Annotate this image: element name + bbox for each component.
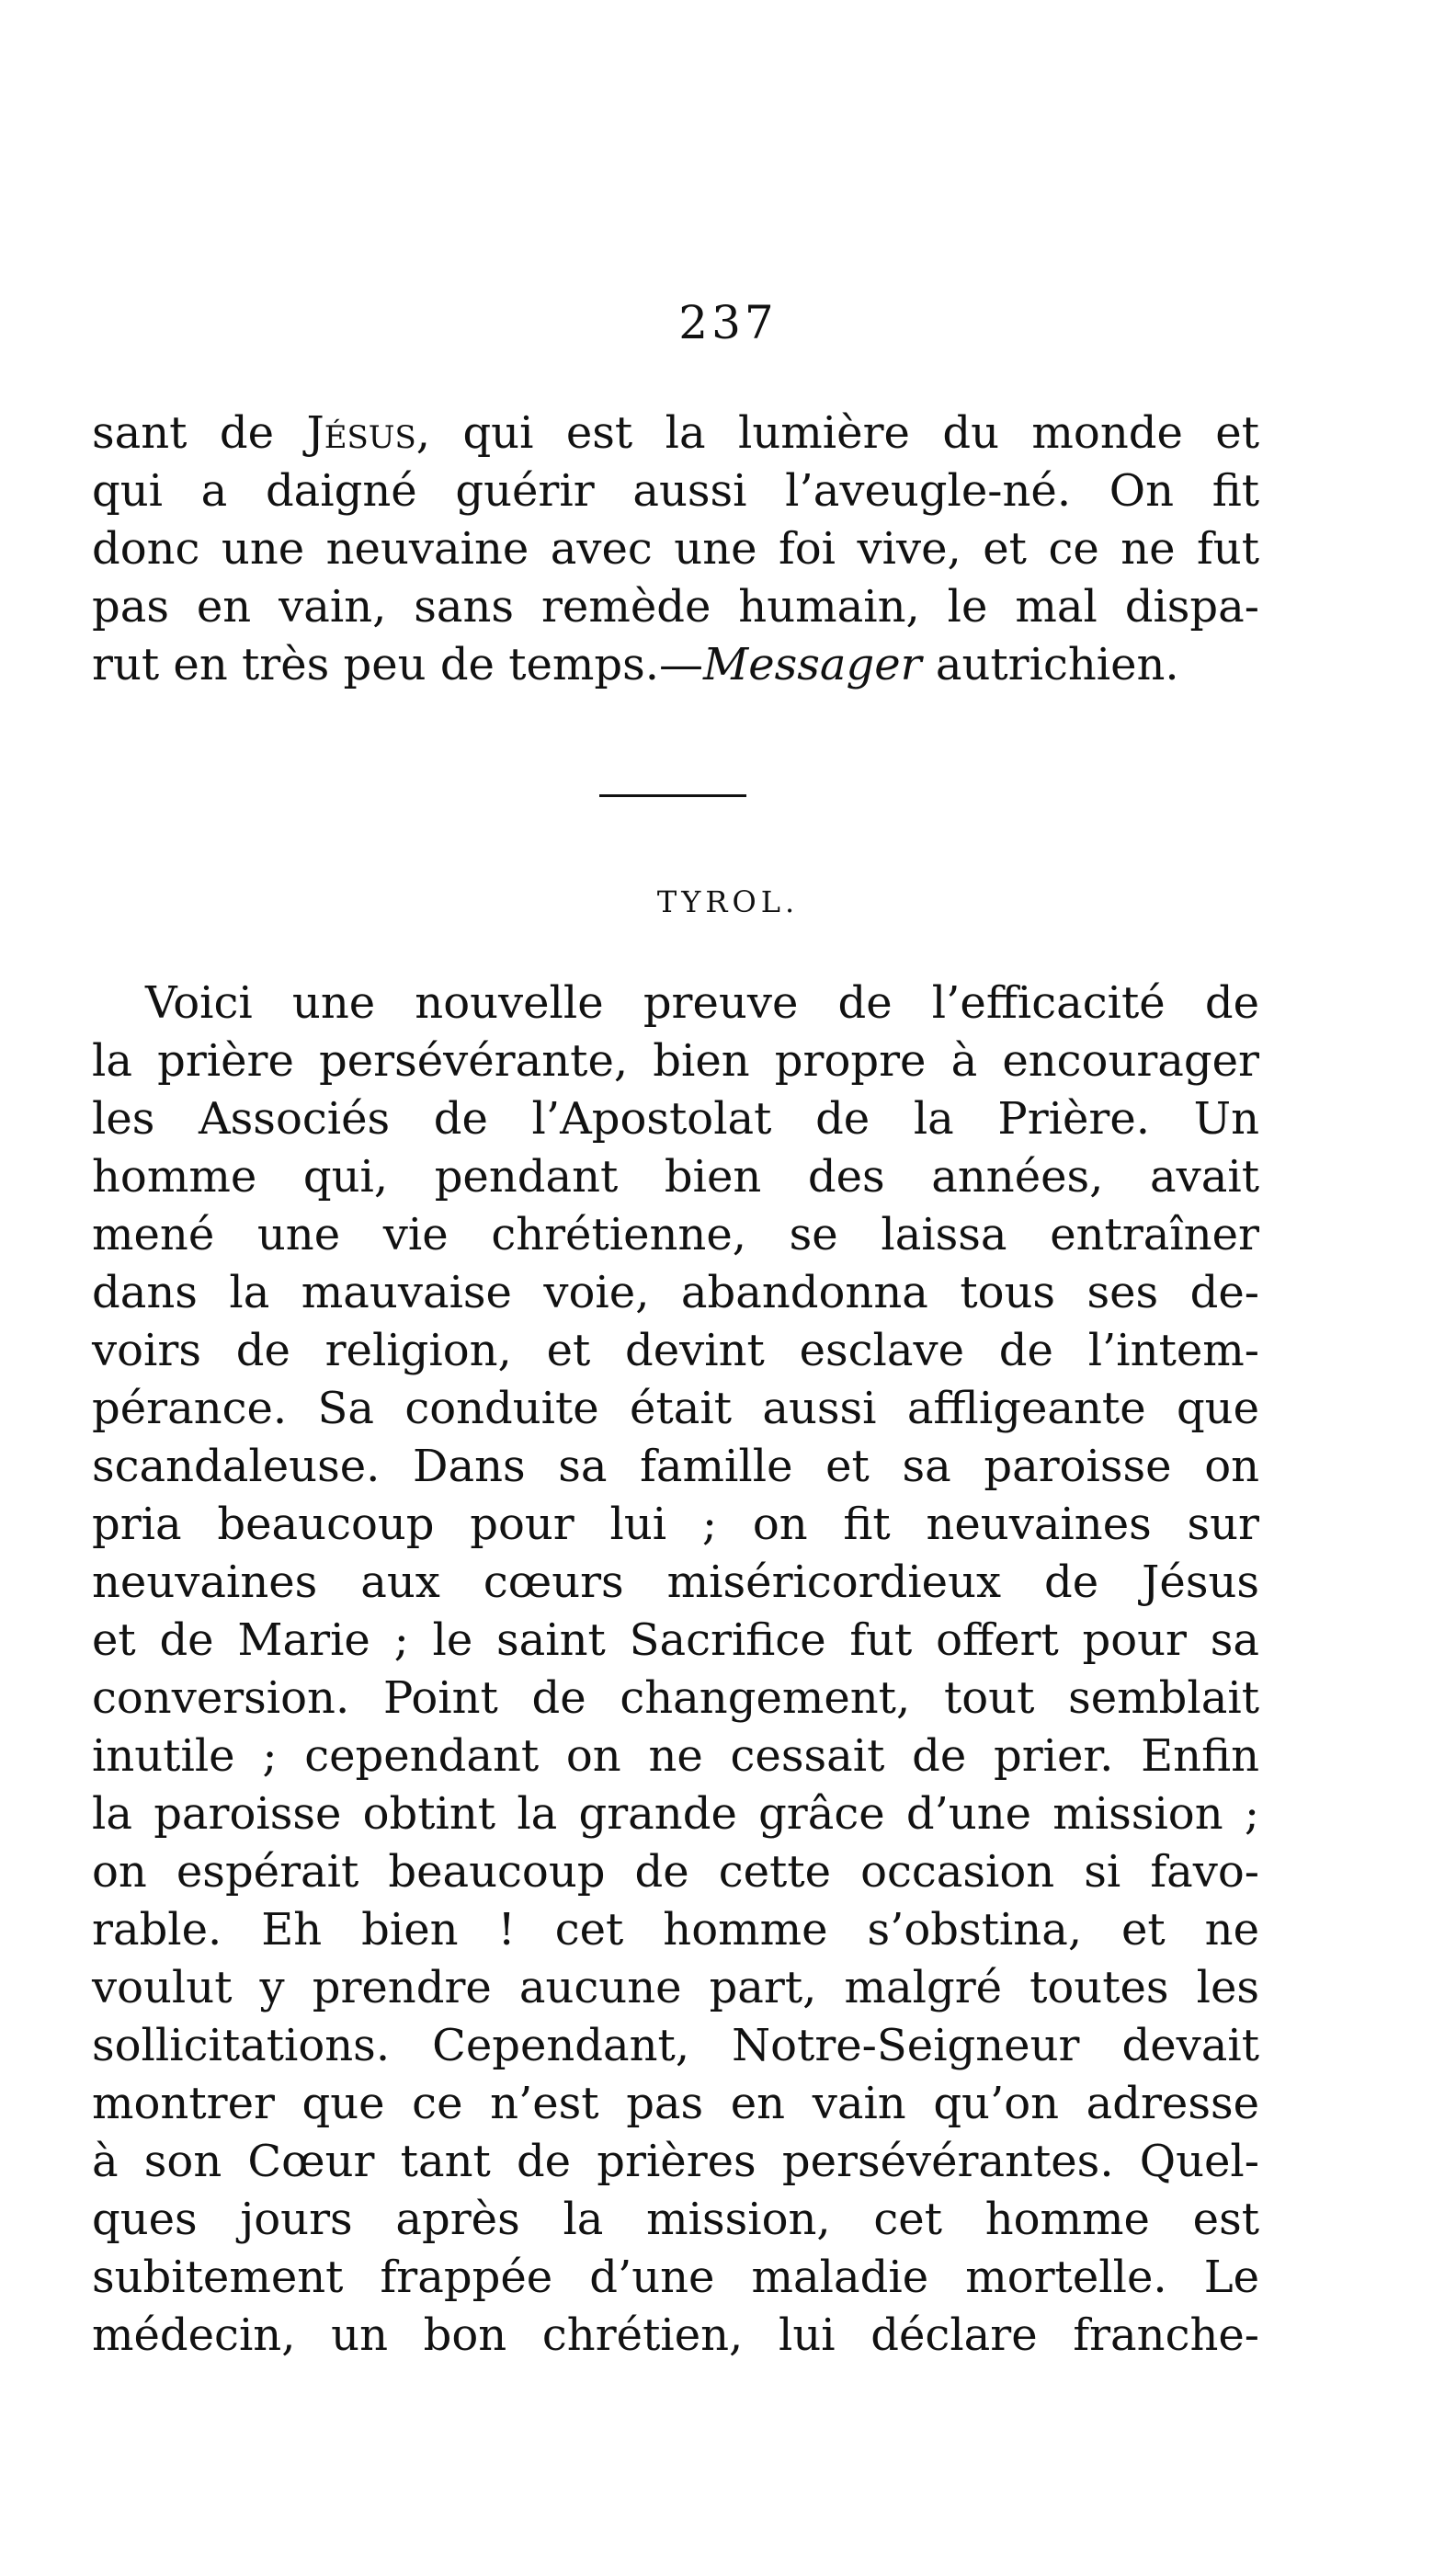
page-number: 237 — [678, 296, 778, 349]
text-line: inutile ; cependant on ne cessait de prier. Enfin — [92, 1730, 1259, 1782]
text-line: on espérait beaucoup de cette occasion si favo- — [92, 1846, 1259, 1898]
text-line: et de Marie ; le saint Sacrifice fut offert pour sa — [92, 1614, 1259, 1666]
text-line: à son Cœur tant de prières persévérantes. Quel- — [92, 2136, 1259, 2187]
text-line: voirs de religion, et devint esclave de l’intem- — [92, 1325, 1259, 1376]
text-line: conversion. Point de changement, tout semblait — [92, 1672, 1259, 1724]
text-line: homme qui, pendant bien des années, avait — [92, 1151, 1259, 1203]
text-line: voulut y prendre aucune part, malgré toutes les — [92, 1962, 1259, 2013]
text-line: mené une vie chrétienne, se laissa entraîner — [92, 1209, 1259, 1260]
text-line: neuvaines aux cœurs miséricordieux de Jésus — [92, 1556, 1259, 1608]
section-separator — [599, 794, 746, 797]
text-line: subitement frappée d’une maladie mortelle. Le — [92, 2252, 1259, 2303]
text-line: sant de Jésus, qui est la lumière du monde et — [92, 407, 1259, 459]
continuation-paragraph — [92, 405, 1259, 694]
text-line: les Associés de l’Apostolat de la Prière. Un — [92, 1093, 1259, 1145]
text-line: la prière persévérante, bien propre à encourager — [92, 1035, 1259, 1087]
text-line: dans la mauvaise voie, abandonna tous ses de- — [92, 1267, 1259, 1318]
body-paragraph — [92, 975, 1259, 2365]
section-heading: TYROL. — [656, 884, 800, 919]
text-line: ques jours après la mission, cet homme est — [92, 2194, 1259, 2245]
text-line: donc une neuvaine avec une foi vive, et ce ne fut — [92, 523, 1259, 575]
text-line: montrer que ce n’est pas en vain qu’on adresse — [92, 2078, 1259, 2129]
source-title: Messager — [703, 639, 922, 690]
name-jesus: Jésus — [306, 407, 416, 459]
text-line: scandaleuse. Dans sa famille et sa paroisse on — [92, 1441, 1259, 1492]
text-line: pria beaucoup pour lui ; on fit neuvaines sur — [92, 1499, 1259, 1550]
text-line: médecin, un bon chrétien, lui déclare franche- — [92, 2309, 1259, 2361]
text-line: sollicitations. Cependant, Notre-Seigneur devait — [92, 2020, 1259, 2071]
text-line: qui a daigné guérir aussi l’aveugle-né. On fit — [92, 465, 1259, 517]
text-line: pas en vain, sans remède humain, le mal dispa- — [92, 581, 1259, 633]
text-line: Voici une nouvelle preuve de l’efficacité de — [145, 977, 1259, 1029]
text-line: rable. Eh bien ! cet homme s’obstina, et ne — [92, 1904, 1259, 1955]
text-line: pérance. Sa conduite était aussi affligeante que — [92, 1383, 1259, 1434]
text-line: rut en très peu de temps.—Messager autrichien. — [92, 639, 1179, 690]
text-line: la paroisse obtint la grande grâce d’une mission ; — [92, 1788, 1259, 1840]
